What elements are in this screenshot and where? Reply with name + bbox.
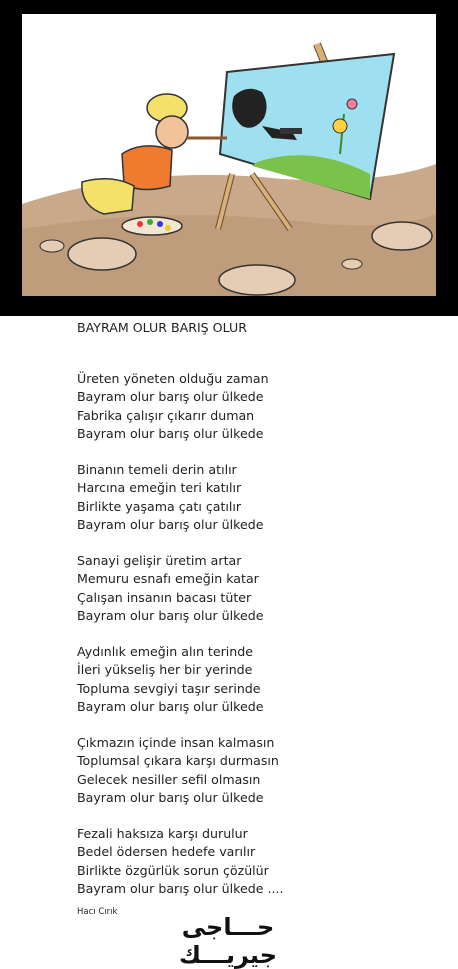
arabic-signature: حـــاجى جيريـــك (179, 913, 277, 969)
poem-line: Toplumsal çıkara karşı durmasın (77, 753, 279, 769)
poem-line: Aydınlık emeğin alın terinde (77, 644, 254, 660)
poem-line: Memuru esnafı emeğin katar (77, 571, 259, 587)
poem-line: Bedel ödersen hedefe varılır (77, 844, 256, 860)
poem-line: Çıkmazın içinde insan kalmasın (77, 735, 275, 751)
poem (77, 316, 437, 916)
poem-line: Gelecek nesiller sefil olmasın (77, 771, 261, 787)
poem-line: Üreten yöneten olduğu zaman (77, 371, 269, 387)
poem-line: Topluma sevgiyi taşır serinde (77, 680, 261, 696)
poem-stanza (77, 734, 437, 807)
poem-line: Fabrika çalışır çıkarır duman (77, 407, 255, 423)
poem-stanza (77, 825, 437, 898)
poem-title: BAYRAM OLUR BARIŞ OLUR (77, 320, 247, 335)
poem-line: Binanın temeli derin atılır (77, 462, 237, 478)
poem-stanza (77, 370, 437, 443)
poem-line: Birlikte yaşama çatı çatılır (77, 498, 242, 514)
poem-line: Bayram olur barış olur ülkede (77, 789, 264, 805)
poem-line: Fezali haksıza karşı durulur (77, 826, 248, 842)
poem-stanzas (77, 370, 437, 898)
poem-line: Bayram olur barış olur ülkede (77, 698, 264, 714)
poem-stanza (77, 643, 437, 716)
poem-line: Bayram olur barış olur ülkede (77, 607, 264, 623)
poem-line: Çalışan insanın bacası tüter (77, 589, 252, 605)
poem-line: Birlikte özgürlük sorun çözülür (77, 862, 269, 878)
poem-line: Bayram olur barış olur ülkede (77, 425, 264, 441)
painter-cartoon-image (22, 14, 436, 296)
cartoon-illustration (0, 0, 458, 316)
poem-stanza (77, 461, 437, 534)
poem-line: Harcına emeğin teri katılır (77, 480, 242, 496)
author-name: Hacı Cırık (77, 907, 118, 917)
poem-line: Bayram olur barış olur ülkede (77, 389, 264, 405)
poem-line: Sanayi gelişir üretim artar (77, 553, 242, 569)
poem-line: İleri yükseliş her bir yerinde (77, 662, 253, 678)
poem-line: Bayram olur barış olur ülkede .... (77, 880, 284, 896)
poem-stanza (77, 552, 437, 625)
poem-line: Bayram olur barış olur ülkede (77, 516, 264, 532)
